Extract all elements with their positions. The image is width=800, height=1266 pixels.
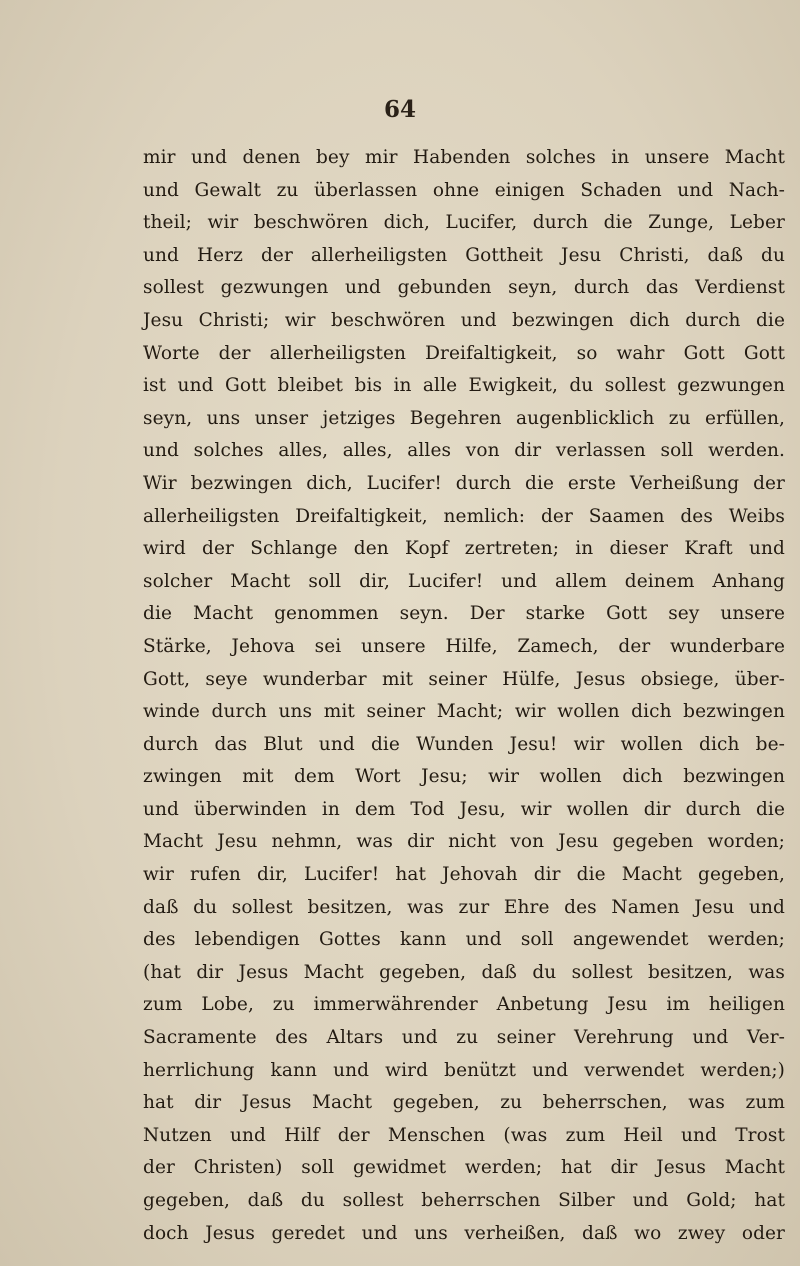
text-line: Nutzen und Hilf der Menschen (was zum Heil und Trost xyxy=(143,1124,785,1146)
text-line: Worte der allerheiligsten Dreifaltigkeit, so wahr Gott Gott xyxy=(143,342,785,364)
text-line: und überwinden in dem Tod Jesu, wir wollen dir durch die xyxy=(143,798,785,820)
text-line: ist und Gott bleibet bis in alle Ewigkeit, du sollest gezwungen xyxy=(143,375,785,397)
text-line: winde durch uns mit seiner Macht; wir wollen dich bezwingen xyxy=(143,701,785,723)
text-line: und Herz der allerheiligsten Gottheit Jesu Christi, daß du xyxy=(143,244,785,266)
text-line: Macht Jesu nehmn, was dir nicht von Jesu gegeben worden; xyxy=(143,831,785,853)
text-line: und solches alles, alles, alles von dir verlassen soll werden. xyxy=(143,440,785,462)
text-line: solcher Macht soll dir, Lucifer! und allem deinem Anhang xyxy=(143,570,785,592)
text-line: sollest gezwungen und gebunden seyn, durch das Verdienst xyxy=(143,277,785,299)
text-line: mir und denen bey mir Habenden solches in unsere Macht xyxy=(143,147,785,168)
text-line: die Macht genommen seyn. Der starke Gott sey unsere xyxy=(143,603,785,625)
text-line: wir rufen dir, Lucifer! hat Jehovah dir die Macht gegeben, xyxy=(143,864,785,886)
text-line: (hat dir Jesus Macht gegeben, daß du sollest besitzen, was xyxy=(143,961,785,983)
text-line: Sacramente des Altars und zu seiner Verehrung und Ver- xyxy=(143,1027,785,1049)
text-line: und Gewalt zu überlassen ohne einigen Schaden und Nach- xyxy=(143,179,785,201)
body-text xyxy=(143,142,785,1250)
text-line: herrlichung kann und wird benützt und verwendet werden;) xyxy=(143,1059,785,1081)
text-line: hat dir Jesus Macht gegeben, zu beherrschen, was zum xyxy=(143,1092,785,1114)
text-line: zwingen mit dem Wort Jesu; wir wollen dich bezwingen xyxy=(143,766,785,788)
text-line: daß du sollest besitzen, was zur Ehre des Namen Jesu und xyxy=(143,896,785,918)
text-line: allerheiligsten Dreifaltigkeit, nemlich: der Saamen des Weibs xyxy=(143,505,785,527)
text-line: Stärke, Jehova sei unsere Hilfe, Zamech, der wunderbare xyxy=(143,635,785,657)
text-line: Wir bezwingen dich, Lucifer! durch die erste Verheißung der xyxy=(143,472,785,494)
text-line: durch das Blut und die Wunden Jesu! wir wollen dich be- xyxy=(143,733,785,755)
text-line: Gott, seye wunderbar mit seiner Hülfe, Jesus obsiege, über- xyxy=(143,668,785,690)
text-line: zum Lobe, zu immerwährender Anbetung Jesu im heiligen xyxy=(143,994,785,1016)
text-line: gegeben, daß du sollest beherrschen Silber und Gold; hat xyxy=(143,1190,785,1211)
text-line: theil; wir beschwören dich, Lucifer, durch die Zunge, Leber xyxy=(143,212,785,234)
text-line: der Christen) soll gewidmet werden; hat dir Jesus Macht xyxy=(143,1157,785,1179)
text-line: doch Jesus geredet und uns verheißen, daß wo zwey oder xyxy=(143,1222,785,1244)
text-line: Jesu Christi; wir beschwören und bezwingen dich durch die xyxy=(143,309,785,331)
text-line: seyn, uns unser jetziges Begehren augenblicklich zu erfüllen, xyxy=(143,407,785,429)
text-line: des lebendigen Gottes kann und soll angewendet werden; xyxy=(143,929,785,951)
page-number: 64 xyxy=(383,96,416,123)
text-line: wird der Schlange den Kopf zertreten; in dieser Kraft und xyxy=(143,538,785,560)
